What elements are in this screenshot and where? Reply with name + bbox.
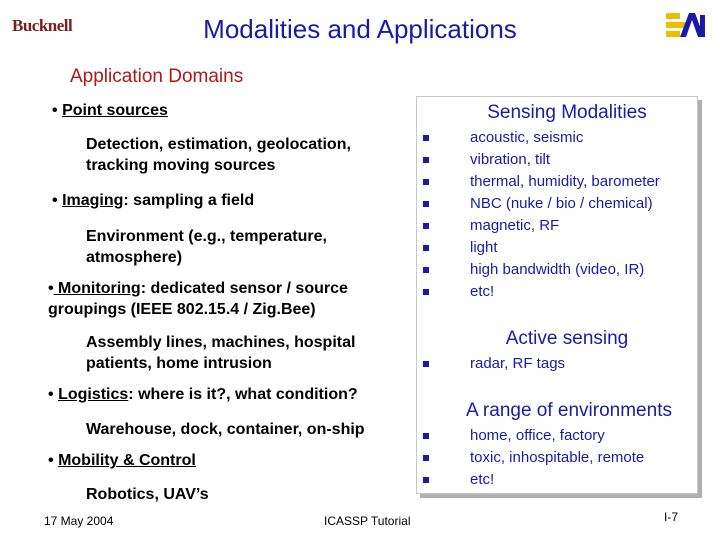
footer-page-number: I-7 bbox=[664, 510, 679, 524]
bullet-dot: • bbox=[48, 386, 54, 403]
active-heading: Active sensing bbox=[505, 328, 629, 349]
bullet-square-icon bbox=[423, 201, 429, 207]
bullet-square-icon bbox=[423, 433, 429, 439]
bullet-square-icon bbox=[423, 223, 429, 229]
sensing-item: high bandwidth (video, IR) bbox=[470, 261, 645, 278]
active-item: radar, RF tags bbox=[470, 355, 566, 372]
point-sources-desc: Detection, estimation, geolocation, tracking moving sources bbox=[86, 136, 351, 174]
env-item: home, office, factory bbox=[470, 427, 605, 444]
bullet-square-icon bbox=[423, 135, 429, 141]
sensing-item: etc! bbox=[470, 283, 495, 300]
sensing-item: acoustic, seismic bbox=[470, 129, 584, 146]
bullet-dot: • bbox=[48, 280, 54, 297]
bullet-dot: • bbox=[52, 102, 58, 119]
mobility-bullet bbox=[48, 450, 196, 471]
point-sources-bullet bbox=[52, 100, 168, 121]
imaging-rest: : sampling a field bbox=[123, 192, 255, 209]
env-item: etc! bbox=[470, 471, 495, 488]
section-subtitle: Application Domains bbox=[70, 66, 244, 87]
sensing-item: magnetic, RF bbox=[470, 217, 560, 234]
bullet-square-icon bbox=[423, 361, 429, 367]
slide-title: Modalities and Applications bbox=[203, 14, 517, 44]
logistics-rest: : where is it?, what condition? bbox=[128, 386, 358, 403]
monitoring-rest: : dedicated sensor / source groupings (IEEE 802.15.4 / Zig.Bee) bbox=[48, 280, 348, 318]
imaging-bullet bbox=[52, 190, 254, 211]
monitoring-label: Monitoring bbox=[53, 280, 141, 297]
bullet-square-icon bbox=[423, 455, 429, 461]
sensing-item: vibration, tilt bbox=[470, 151, 551, 168]
mobility-desc: Robotics, UAV’s bbox=[86, 486, 209, 503]
logistics-label: Logistics bbox=[58, 386, 129, 403]
footer-date: 17 May 2004 bbox=[44, 514, 114, 528]
point-sources-label: Point sources bbox=[62, 102, 168, 119]
bucknell-logo: Bucknell bbox=[12, 16, 73, 35]
sensing-item: light bbox=[470, 239, 498, 256]
monitoring-bullet bbox=[48, 278, 398, 320]
logistics-desc: Warehouse, dock, container, on-ship bbox=[86, 421, 365, 438]
bullet-square-icon bbox=[423, 477, 429, 483]
bullet-square-icon bbox=[423, 179, 429, 185]
monitoring-desc: Assembly lines, machines, hospital patients, home intrusion bbox=[86, 334, 356, 372]
environments-heading: A range of environments bbox=[466, 400, 672, 421]
env-item: toxic, inhospitable, remote bbox=[470, 449, 645, 466]
bullet-dot: • bbox=[48, 452, 54, 469]
modalities-panel bbox=[416, 96, 698, 494]
arl-logo bbox=[664, 10, 708, 45]
sensing-heading: Sensing Modalities bbox=[487, 102, 647, 123]
bullet-square-icon bbox=[423, 289, 429, 295]
bullet-dot: • bbox=[52, 192, 58, 209]
imaging-label: Imaging bbox=[62, 192, 124, 209]
imaging-desc: Environment (e.g., temperature, atmosphere) bbox=[86, 228, 327, 266]
bullet-square-icon bbox=[423, 157, 429, 163]
mobility-label: Mobility & Control bbox=[58, 452, 196, 469]
sensing-item: NBC (nuke / bio / chemical) bbox=[470, 195, 653, 212]
bullet-square-icon bbox=[423, 245, 429, 251]
footer-event: ICASSP Tutorial bbox=[324, 514, 411, 528]
sensing-item: thermal, humidity, barometer bbox=[470, 173, 660, 190]
logistics-bullet bbox=[48, 384, 358, 405]
bullet-square-icon bbox=[423, 267, 429, 273]
